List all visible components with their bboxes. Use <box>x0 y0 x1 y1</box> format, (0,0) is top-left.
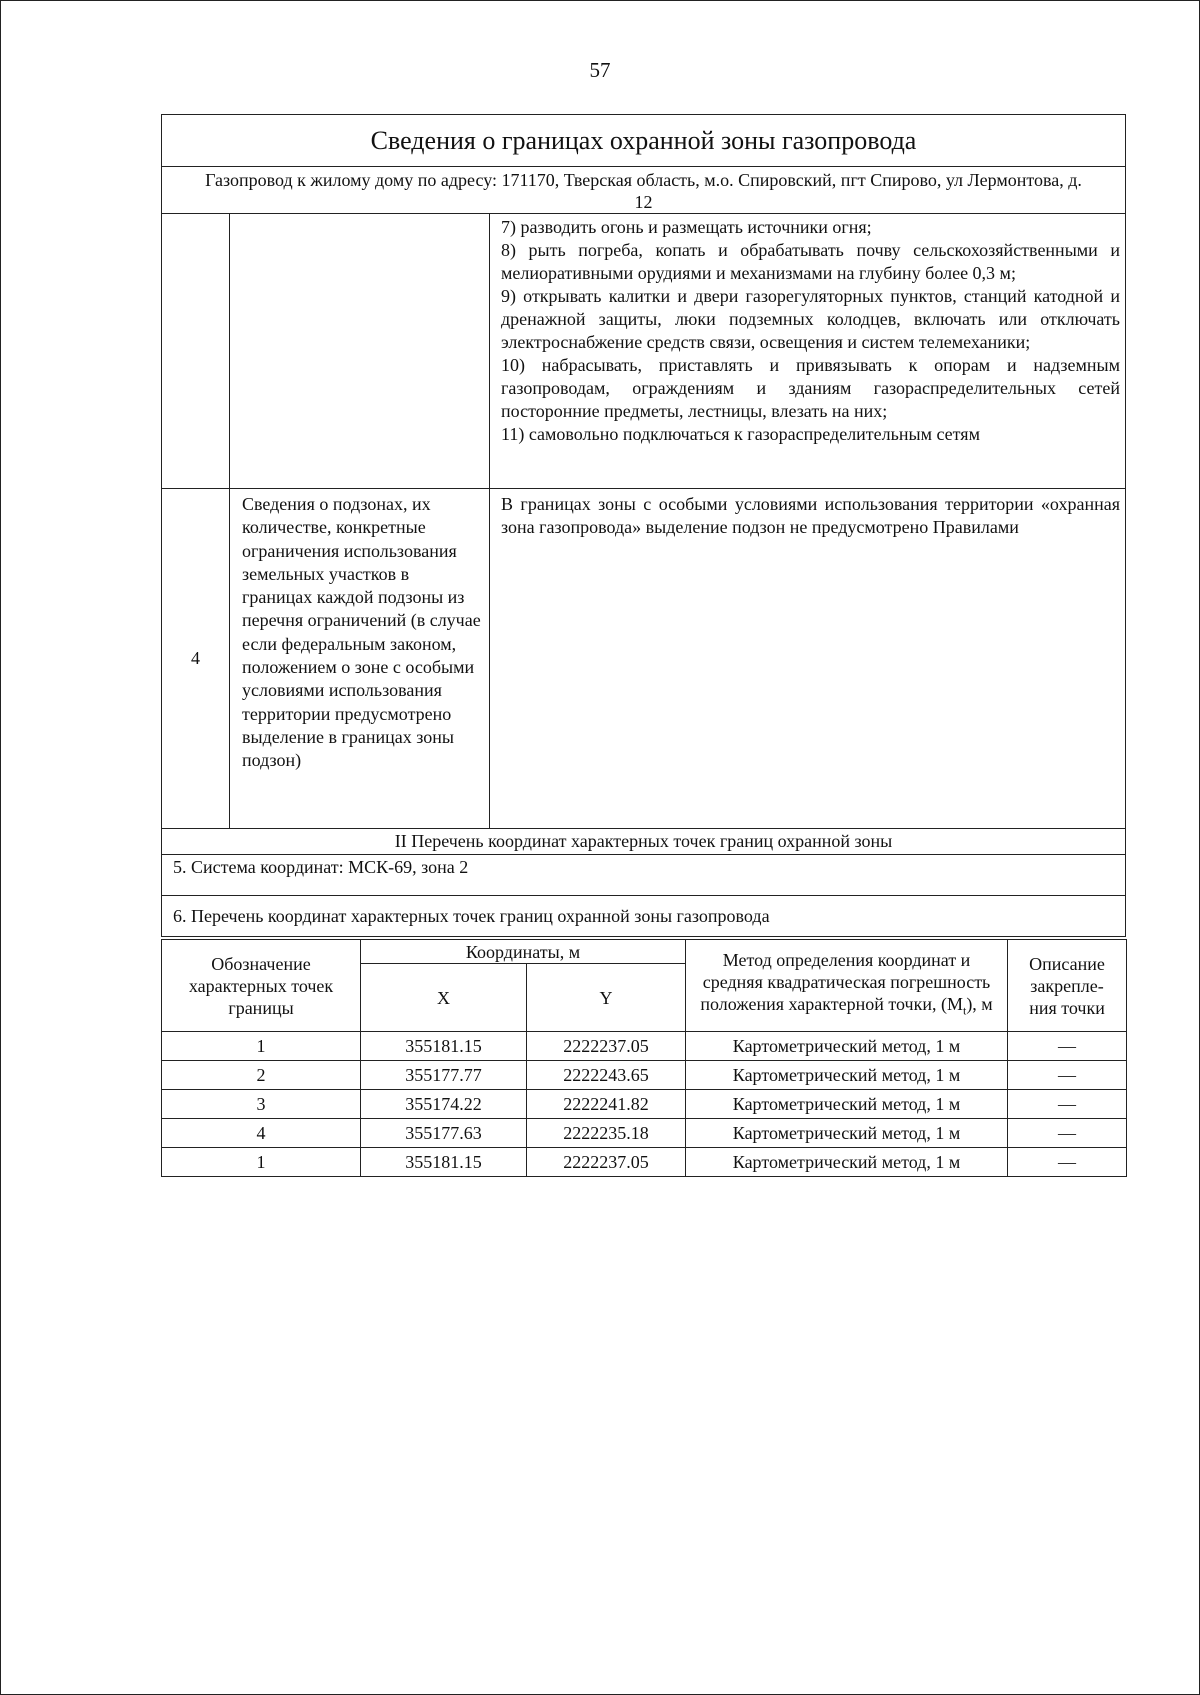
x-cell: 355174.22 <box>361 1090 527 1119</box>
row-4 <box>162 489 1126 829</box>
header-point: Обозначение характерных точек границы <box>162 940 361 1032</box>
table-row <box>162 1032 1127 1061</box>
header-method <box>686 940 1008 1032</box>
point-cell: 1 <box>162 1032 361 1061</box>
description-cell: — <box>1008 1061 1127 1090</box>
table-row <box>162 1090 1127 1119</box>
method-cell: Картометрический метод, 1 м <box>686 1090 1008 1119</box>
method-cell: Картометрический метод, 1 м <box>686 1061 1008 1090</box>
point-cell: 1 <box>162 1148 361 1177</box>
header-method-sub: t <box>962 1003 967 1018</box>
coordinate-system-row <box>162 855 1126 896</box>
description-cell: — <box>1008 1032 1127 1061</box>
coordinates-list-title: 6. Перечень координат характерных точек границ охранной зоны газопровода <box>162 896 1126 937</box>
method-cell: Картометрический метод, 1 м <box>686 1119 1008 1148</box>
coordinate-system: 5. Система координат: МСК-69, зона 2 <box>162 855 1126 896</box>
y-cell: 2222237.05 <box>527 1148 686 1177</box>
header-y: Y <box>527 964 686 1032</box>
coords-header-row-1 <box>162 940 1127 964</box>
y-cell: 2222235.18 <box>527 1119 686 1148</box>
x-cell: 355177.77 <box>361 1061 527 1090</box>
restriction-item: 9) открывать калитки и двери газорегуляторных пунктов, станций катодной и дренажной защиты, люки подземных колодцев, включать или отключать электроснабжение средств связи, освещения и систем телемеханики; <box>501 286 1120 352</box>
header-coords: Координаты, м <box>361 940 686 964</box>
x-cell: 355181.15 <box>361 1032 527 1061</box>
y-cell: 2222241.82 <box>527 1090 686 1119</box>
coordinates-list-title-row <box>162 896 1126 937</box>
subtitle-row <box>162 167 1126 214</box>
header-method-tail: ), м <box>966 994 993 1015</box>
restrictions-list <box>490 214 1126 489</box>
y-cell: 2222243.65 <box>527 1061 686 1090</box>
restriction-item: 7) разводить огонь и размещать источники огня; <box>501 217 872 237</box>
restriction-item: 11) самовольно подключаться к газораспределительным сетям <box>501 424 980 444</box>
point-cell: 3 <box>162 1090 361 1119</box>
method-cell: Картометрический метод, 1 м <box>686 1148 1008 1177</box>
continuation-number-cell <box>162 214 230 489</box>
title-row <box>162 115 1126 167</box>
table-row <box>162 1148 1127 1177</box>
point-cell: 4 <box>162 1119 361 1148</box>
table-row <box>162 1119 1127 1148</box>
table-row <box>162 1061 1127 1090</box>
continuation-row <box>162 214 1126 489</box>
section-2-title: II Перечень координат характерных точек границ охранной зоны <box>162 829 1126 855</box>
description-cell: — <box>1008 1090 1127 1119</box>
continuation-name-cell <box>230 214 490 489</box>
x-cell: 355177.63 <box>361 1119 527 1148</box>
document-subtitle: Газопровод к жилому дому по адресу: 171170, Тверская область, м.о. Спировский, пгт Спирово, ул Лермонтова, д. 12 <box>162 167 1126 214</box>
header-description: Описание закрепле-ния точки <box>1008 940 1127 1032</box>
document-title: Сведения о границах охранной зоны газопровода <box>162 115 1126 167</box>
description-cell: — <box>1008 1119 1127 1148</box>
restriction-item: 10) набрасывать, приставлять и привязывать к опорам и надземным газопроводам, ограждениям и зданиям газораспределительных сетей посторонние предметы, лестницы, влезать на них; <box>501 355 1120 421</box>
method-cell: Картометрический метод, 1 м <box>686 1032 1008 1061</box>
y-cell: 2222237.05 <box>527 1032 686 1061</box>
row-4-value: В границах зоны с особыми условиями использования территории «охранная зона газопровода» выделение подзон не предусмотрено Правилами <box>490 489 1126 829</box>
row-4-number: 4 <box>162 489 230 829</box>
point-cell: 2 <box>162 1061 361 1090</box>
page-number: 57 <box>589 58 611 82</box>
row-4-name: Сведения о подзонах, их количестве, конкретные ограничения использования земельных участков в границах каждой подзоны из перечня ограничений (в случае если федеральным законом, положением о зоне с особыми условиями использования территории предусмотрено выделение в границах зоны подзон) <box>230 489 490 829</box>
header-method-main: Метод определения координат и средняя квадратическая погрешность положения характерной точки, (M <box>700 950 991 1015</box>
restriction-item: 8) рыть погреба, копать и обрабатывать почву сельскохозяйственными и мелиоративными орудиями и механизмами на глубину более 0,3 м; <box>501 240 1120 283</box>
header-x: X <box>361 964 527 1032</box>
coordinates-table <box>161 939 1127 1177</box>
x-cell: 355181.15 <box>361 1148 527 1177</box>
zone-info-table <box>161 114 1126 937</box>
section-2-row <box>162 829 1126 855</box>
description-cell: — <box>1008 1148 1127 1177</box>
